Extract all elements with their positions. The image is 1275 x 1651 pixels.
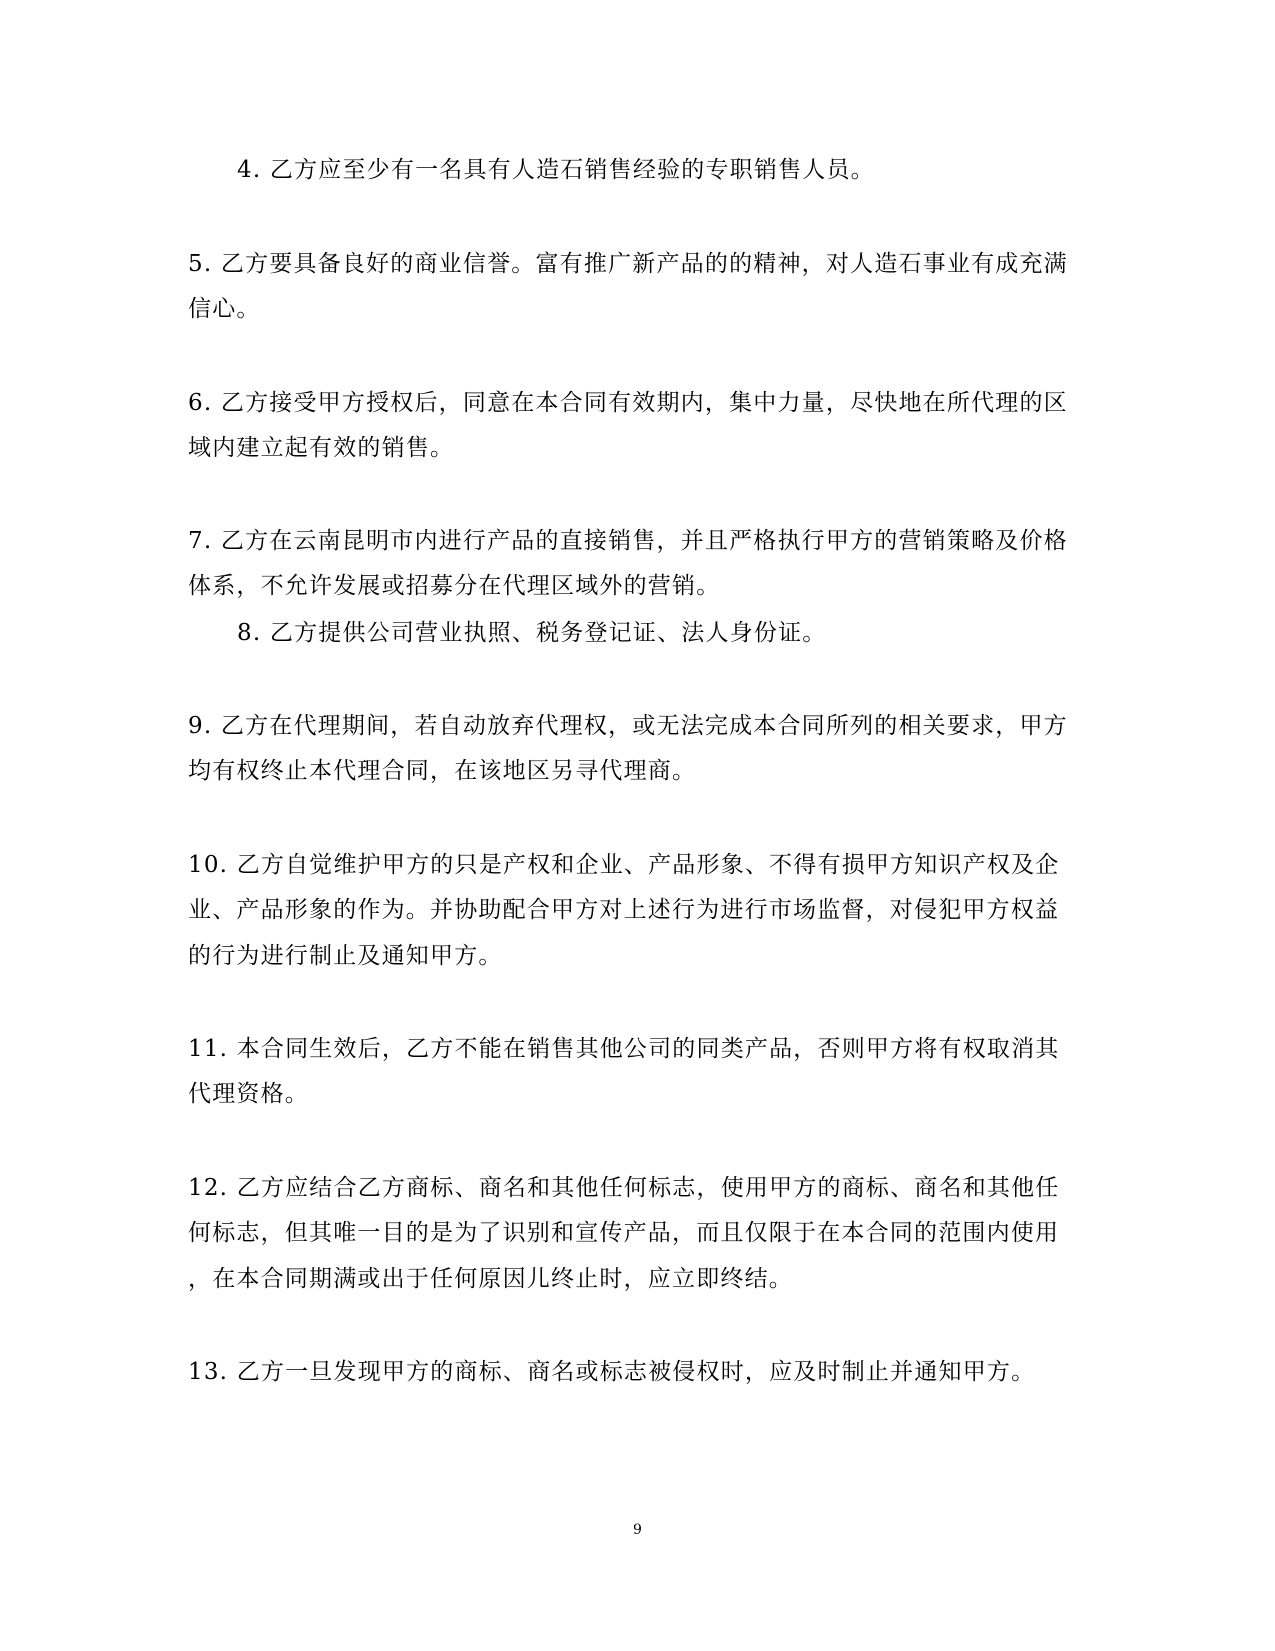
clause-12-line-1 xyxy=(188,1173,1060,1203)
clause-11-text: 本合同生效后，乙方不能在销售其他公司的同类产品，否则甲方将有权取消其 xyxy=(236,1036,1060,1062)
clause-12-line-2: 何标志，但其唯一目的是为了识别和宣传产品，而且仅限于在本合同的范围内使用 xyxy=(188,1220,1060,1246)
clause-9-number: 9. xyxy=(188,713,213,739)
clause-4-line-1 xyxy=(237,155,875,185)
clause-5-text: 乙方要具备良好的商业信誉。富有推广新产品的的精神，对人造石事业有成充满 xyxy=(220,251,1068,277)
clause-9-text: 乙方在代理期间，若自动放弃代理权，或无法完成本合同所列的相关要求，甲方 xyxy=(220,713,1068,739)
clause-10-text: 乙方自觉维护甲方的只是产权和企业、产品形象、不得有损甲方知识产权及企 xyxy=(236,852,1060,878)
clause-13-text: 乙方一旦发现甲方的商标、商名或标志被侵权时，应及时制止并通知甲方。 xyxy=(236,1359,1036,1385)
clause-6-line-2: 域内建立起有效的销售。 xyxy=(188,435,455,461)
clause-10-line-1 xyxy=(188,850,1060,880)
clause-7-text: 乙方在云南昆明市内进行产品的直接销售，并且严格执行甲方的营销策略及价格 xyxy=(220,528,1068,554)
page-number: 9 xyxy=(633,1522,642,1538)
clause-5-line-2: 信心。 xyxy=(188,296,261,322)
clause-11-line-2: 代理资格。 xyxy=(188,1081,309,1107)
clause-12-line-3: ，在本合同期满或出于任何原因儿终止时，应立即终结。 xyxy=(188,1266,793,1292)
clause-9-line-1 xyxy=(188,711,1068,741)
clause-11-number: 11. xyxy=(188,1036,229,1062)
clause-12-text: 乙方应结合乙方商标、商名和其他任何标志，使用甲方的商标、商名和其他任 xyxy=(236,1175,1060,1201)
clause-5-number: 5. xyxy=(188,251,213,277)
clause-4-number: 4. xyxy=(237,157,262,183)
clause-9-line-2: 均有权终止本代理合同，在该地区另寻代理商。 xyxy=(188,758,697,784)
clause-6-line-1 xyxy=(188,388,1068,418)
clause-7-line-2: 体系，不允许发展或招募分在代理区域外的营销。 xyxy=(188,573,721,599)
clause-11-line-1 xyxy=(188,1034,1060,1064)
clause-4-text: 乙方应至少有一名具有人造石销售经验的专职销售人员。 xyxy=(269,157,875,183)
clause-8-number: 8. xyxy=(237,620,262,646)
clause-5-line-1 xyxy=(188,249,1068,279)
clause-10-line-3: 的行为进行制止及通知甲方。 xyxy=(188,943,503,969)
clause-10-line-2: 业、产品形象的作为。并协助配合甲方对上述行为进行市场监督，对侵犯甲方权益 xyxy=(188,897,1060,923)
clause-6-number: 6. xyxy=(188,390,213,416)
clause-13-number: 13. xyxy=(188,1359,229,1385)
clause-8-text: 乙方提供公司营业执照、税务登记证、法人身份证。 xyxy=(269,620,827,646)
clause-13-line-1 xyxy=(188,1357,1035,1387)
clause-12-number: 12. xyxy=(188,1175,229,1201)
clause-7-line-1 xyxy=(188,526,1068,556)
clause-6-text: 乙方接受甲方授权后，同意在本合同有效期内，集中力量，尽快地在所代理的区 xyxy=(220,390,1068,416)
clause-7-number: 7. xyxy=(188,528,213,554)
clause-10-number: 10. xyxy=(188,852,229,878)
clause-8-line-1 xyxy=(237,618,826,648)
